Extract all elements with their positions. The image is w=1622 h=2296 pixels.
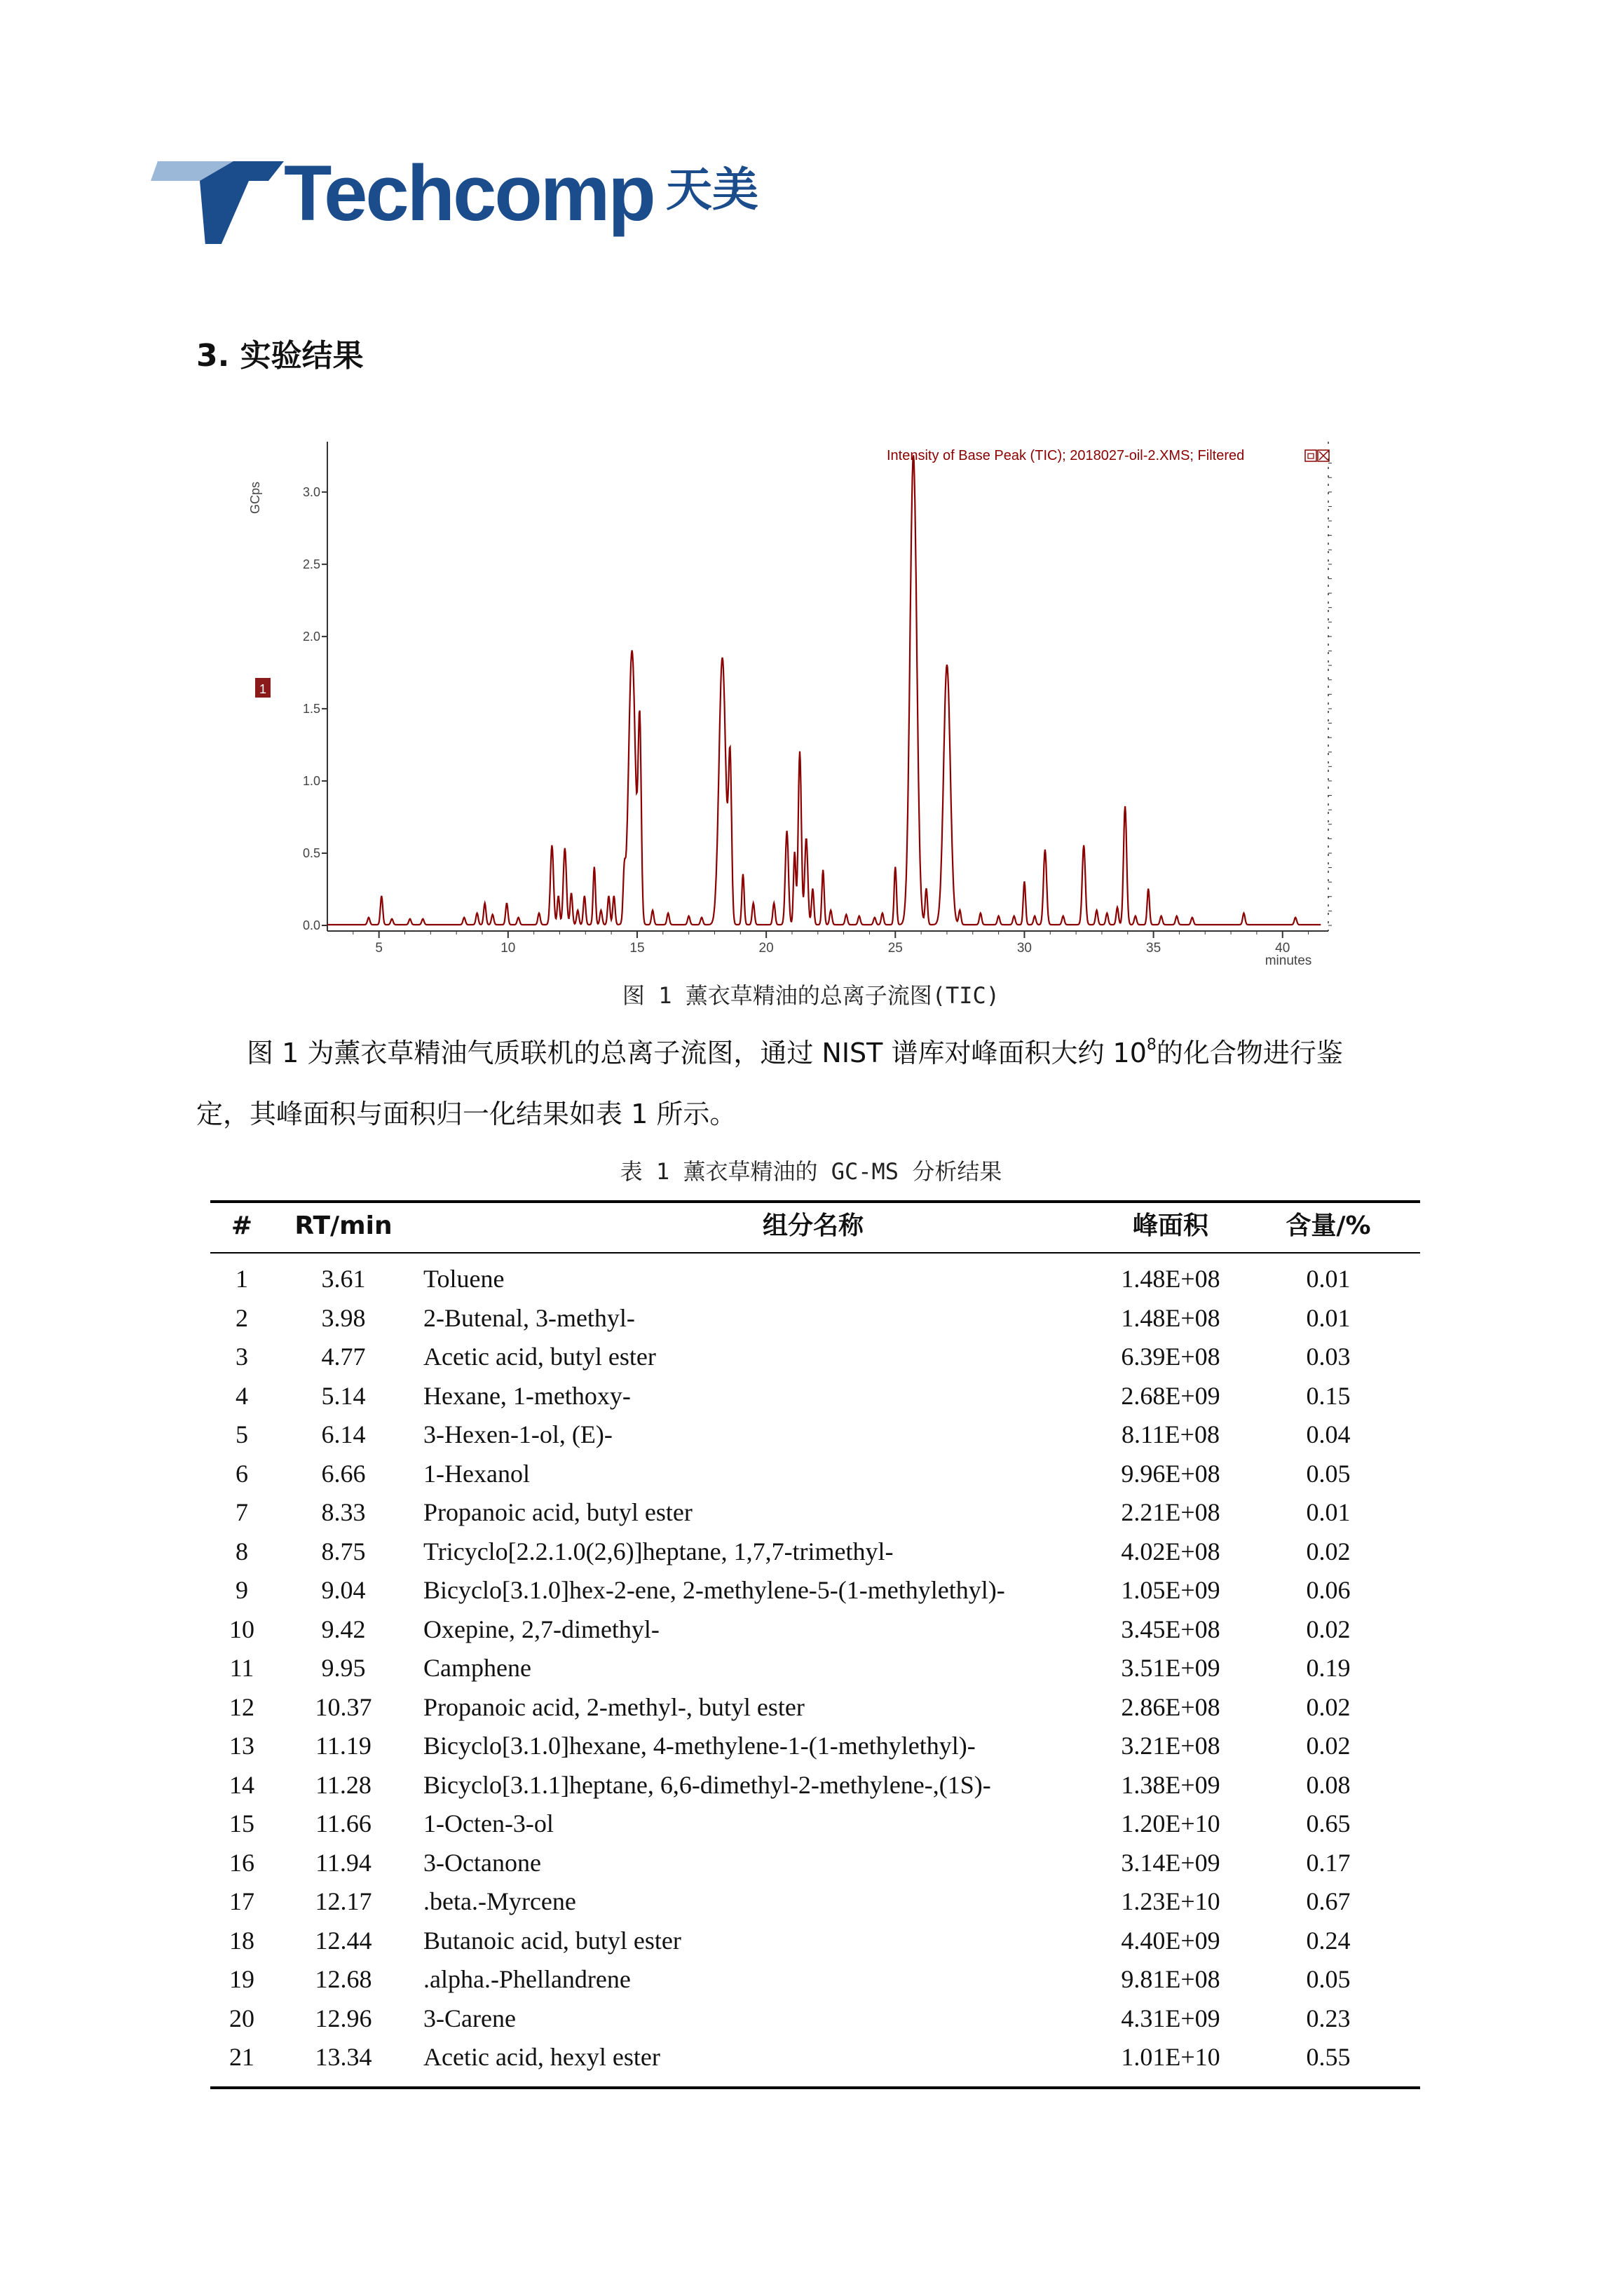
x-tick-label: 30 — [1016, 941, 1033, 956]
cell-num: 11 — [229, 1654, 254, 1682]
cell-rt: 13.34 — [315, 2043, 372, 2071]
cell-area: 2.86E+08 — [1121, 1692, 1220, 1721]
cell-name: 2-Butenal, 3-methyl- — [423, 1303, 635, 1332]
cell-num: 3 — [236, 1343, 248, 1371]
cell-name: .beta.-Myrcene — [423, 1887, 576, 1915]
cell-rt: 4.77 — [321, 1343, 366, 1371]
cell-pct: 0.05 — [1306, 1459, 1351, 1488]
cell-rt: 12.68 — [315, 1965, 372, 1993]
x-tick-label: 5 — [375, 941, 383, 956]
table-header-rule — [210, 1252, 1420, 1254]
header-num: # — [231, 1211, 253, 1240]
cell-num: 2 — [236, 1303, 248, 1332]
paragraph-text-a: 图 1 为薰衣草精油气质联机的总离子流图，通过 NIST 谱库对峰面积大约 10 — [247, 1038, 1147, 1068]
cell-num: 6 — [236, 1459, 248, 1488]
logo-wordmark: Techcomp — [284, 149, 654, 237]
cell-area: 1.38E+09 — [1121, 1770, 1220, 1799]
cell-num: 7 — [236, 1498, 248, 1526]
cell-rt: 10.37 — [315, 1692, 372, 1721]
cell-area: 1.48E+08 — [1121, 1303, 1220, 1332]
cell-pct: 0.65 — [1306, 1809, 1351, 1838]
cell-num: 20 — [229, 2004, 254, 2032]
cell-area: 3.51E+09 — [1121, 1654, 1220, 1682]
tic-trace-line — [327, 455, 1321, 925]
cell-area: 1.23E+10 — [1121, 1887, 1220, 1915]
cell-name: Bicyclo[3.1.0]hex-2-ene, 2-methylene-5-(1-methylethyl)- — [423, 1576, 1005, 1604]
cell-area: 1.05E+09 — [1121, 1576, 1220, 1604]
y-tick-label: 3.0 — [302, 484, 320, 499]
logo-chinese-name: 天美 — [666, 163, 758, 217]
cell-num: 19 — [229, 1965, 254, 1993]
cell-area: 9.96E+08 — [1121, 1459, 1220, 1488]
cell-pct: 0.02 — [1306, 1537, 1351, 1565]
x-tick-label: 25 — [887, 941, 903, 956]
cell-pct: 0.05 — [1306, 1965, 1351, 1993]
cell-pct: 0.06 — [1306, 1576, 1351, 1604]
cell-area: 2.21E+08 — [1121, 1498, 1220, 1526]
header-pct: 含量/% — [1286, 1211, 1371, 1240]
cell-name: Propanoic acid, butyl ester — [423, 1498, 693, 1526]
techcomp-logo — [151, 147, 782, 245]
cell-rt: 3.98 — [321, 1303, 366, 1332]
cell-pct: 0.04 — [1306, 1420, 1351, 1448]
figure-caption: 图 1 薰衣草精油的总离子流图(TIC) — [622, 982, 1000, 1009]
cell-num: 9 — [236, 1576, 248, 1604]
cell-rt: 9.42 — [321, 1615, 366, 1643]
cell-area: 1.48E+08 — [1121, 1265, 1220, 1293]
cell-num: 16 — [229, 1848, 254, 1877]
y-tick-label: 2.0 — [302, 629, 320, 644]
cell-name: Acetic acid, butyl ester — [423, 1343, 656, 1371]
cell-pct: 0.17 — [1306, 1848, 1351, 1877]
x-tick-label: 10 — [500, 941, 516, 956]
cell-name: Bicyclo[3.1.0]hexane, 4-methylene-1-(1-methylethyl)- — [423, 1732, 976, 1760]
cell-name: Propanoic acid, 2-methyl-, butyl ester — [423, 1692, 805, 1721]
header-area: 峰面积 — [1132, 1211, 1208, 1240]
cell-area: 4.31E+09 — [1121, 2004, 1220, 2032]
cell-area: 3.45E+08 — [1121, 1615, 1220, 1643]
cell-pct: 0.08 — [1306, 1770, 1351, 1799]
cell-pct: 0.01 — [1306, 1265, 1351, 1293]
cell-pct: 0.02 — [1306, 1732, 1351, 1760]
y-tick-label: 0.0 — [302, 918, 320, 932]
cell-pct: 0.02 — [1306, 1692, 1351, 1721]
cell-name: Hexane, 1-methoxy- — [423, 1381, 631, 1410]
cell-num: 14 — [229, 1770, 254, 1799]
cell-rt: 6.14 — [321, 1420, 366, 1448]
cell-num: 5 — [236, 1420, 248, 1448]
cell-pct: 0.24 — [1306, 1926, 1351, 1955]
cell-name: 1-Hexanol — [423, 1459, 530, 1488]
cell-area: 1.01E+10 — [1121, 2043, 1220, 2071]
cell-area: 4.40E+09 — [1121, 1926, 1220, 1955]
cell-rt: 9.04 — [321, 1576, 366, 1604]
cell-pct: 0.01 — [1306, 1498, 1351, 1526]
header-rt: RT/min — [294, 1211, 393, 1240]
table-top-rule — [210, 1200, 1420, 1203]
x-tick-label: 40 — [1275, 941, 1290, 956]
cell-pct: 0.19 — [1306, 1654, 1351, 1682]
trace-marker-label: 1 — [259, 682, 267, 696]
chromatogram-svg — [238, 435, 1332, 974]
cell-rt: 11.28 — [315, 1770, 372, 1799]
cell-rt: 11.66 — [315, 1809, 372, 1838]
y-tick-label: 1.5 — [302, 701, 320, 716]
cell-rt: 11.94 — [315, 1848, 372, 1877]
cell-rt: 3.61 — [321, 1265, 366, 1293]
cell-area: 4.02E+08 — [1121, 1537, 1220, 1565]
cell-num: 12 — [229, 1692, 254, 1721]
cell-rt: 9.95 — [321, 1654, 366, 1682]
cell-num: 10 — [229, 1615, 254, 1643]
cell-name: Butanoic acid, butyl ester — [423, 1926, 681, 1955]
cell-name: Tricyclo[2.2.1.0(2,6)]heptane, 1,7,7-trimethyl- — [423, 1537, 894, 1565]
cell-rt: 12.17 — [315, 1887, 372, 1915]
cell-area: 2.68E+09 — [1121, 1381, 1220, 1410]
cell-pct: 0.23 — [1306, 2004, 1351, 2032]
cell-num: 18 — [229, 1926, 254, 1955]
y-tick-label: 0.5 — [302, 845, 320, 860]
x-tick-label: 35 — [1146, 941, 1161, 956]
cell-area: 6.39E+08 — [1121, 1343, 1220, 1371]
logo-mark-icon — [151, 153, 284, 244]
chart-legend: Intensity of Base Peak (TIC); 2018027-oil-2.XMS; Filtered — [887, 448, 1245, 463]
cell-num: 17 — [229, 1887, 254, 1915]
tic-chromatogram — [238, 435, 1332, 974]
cell-num: 21 — [229, 2043, 254, 2071]
cell-pct: 0.01 — [1306, 1303, 1351, 1332]
cell-num: 4 — [236, 1381, 248, 1410]
cell-rt: 8.75 — [321, 1537, 366, 1565]
cell-name: 3-Carene — [423, 2004, 516, 2032]
cell-rt: 5.14 — [321, 1381, 366, 1410]
header-name: 组分名称 — [762, 1211, 864, 1240]
cell-name: Acetic acid, hexyl ester — [423, 2043, 660, 2071]
paragraph-line-2: 定，其峰面积与面积归一化结果如表 1 所示。 — [196, 1099, 737, 1129]
cell-name: Toluene — [423, 1265, 505, 1293]
y-tick-label: 1.0 — [302, 773, 320, 788]
cell-num: 1 — [236, 1265, 248, 1293]
table-bottom-rule — [210, 2086, 1420, 2089]
cell-area: 3.14E+09 — [1121, 1848, 1220, 1877]
cell-rt: 8.33 — [321, 1498, 366, 1526]
x-tick-label: 20 — [758, 941, 774, 956]
paragraph-line-1 — [247, 1038, 1343, 1066]
cell-name: 1-Octen-3-ol — [423, 1809, 554, 1838]
x-axis-label: minutes — [1265, 953, 1312, 968]
cell-name: .alpha.-Phellandrene — [423, 1965, 631, 1993]
cell-pct: 0.67 — [1306, 1887, 1351, 1915]
cell-name: Camphene — [423, 1654, 531, 1682]
cell-name: 3-Octanone — [423, 1848, 541, 1877]
cell-area: 1.20E+10 — [1121, 1809, 1220, 1838]
paragraph-superscript: 8 — [1146, 1036, 1157, 1054]
cell-num: 8 — [236, 1537, 248, 1565]
paragraph-text-b: 的化合物进行鉴 — [1156, 1038, 1343, 1068]
cell-num: 15 — [229, 1809, 254, 1838]
y-tick-label: 2.5 — [302, 557, 320, 571]
table-caption: 表 1 薰衣草精油的 GC-MS 分析结果 — [620, 1158, 1002, 1185]
x-tick-label: 15 — [629, 941, 645, 956]
cell-rt: 12.44 — [315, 1926, 372, 1955]
cell-num: 13 — [229, 1732, 254, 1760]
cell-pct: 0.02 — [1306, 1615, 1351, 1643]
cell-rt: 12.96 — [315, 2004, 372, 2032]
cell-pct: 0.03 — [1306, 1343, 1351, 1371]
section-heading: 3. 实验结果 — [196, 338, 364, 374]
cell-area: 9.81E+08 — [1121, 1965, 1220, 1993]
legend-close-box[interactable] — [1305, 450, 1329, 461]
cell-name: Oxepine, 2,7-dimethyl- — [423, 1615, 660, 1643]
cell-rt: 11.19 — [315, 1732, 372, 1760]
cell-pct: 0.15 — [1306, 1381, 1351, 1410]
trace-marker-box[interactable] — [255, 678, 271, 698]
y-axis-label: GCps — [248, 481, 262, 515]
cell-pct: 0.55 — [1306, 2043, 1351, 2071]
cell-area: 3.21E+08 — [1121, 1732, 1220, 1760]
cell-rt: 6.66 — [321, 1459, 366, 1488]
cell-name: Bicyclo[3.1.1]heptane, 6,6-dimethyl-2-methylene-,(1S)- — [423, 1770, 991, 1799]
cell-name: 3-Hexen-1-ol, (E)- — [423, 1420, 613, 1448]
cell-area: 8.11E+08 — [1122, 1420, 1220, 1448]
